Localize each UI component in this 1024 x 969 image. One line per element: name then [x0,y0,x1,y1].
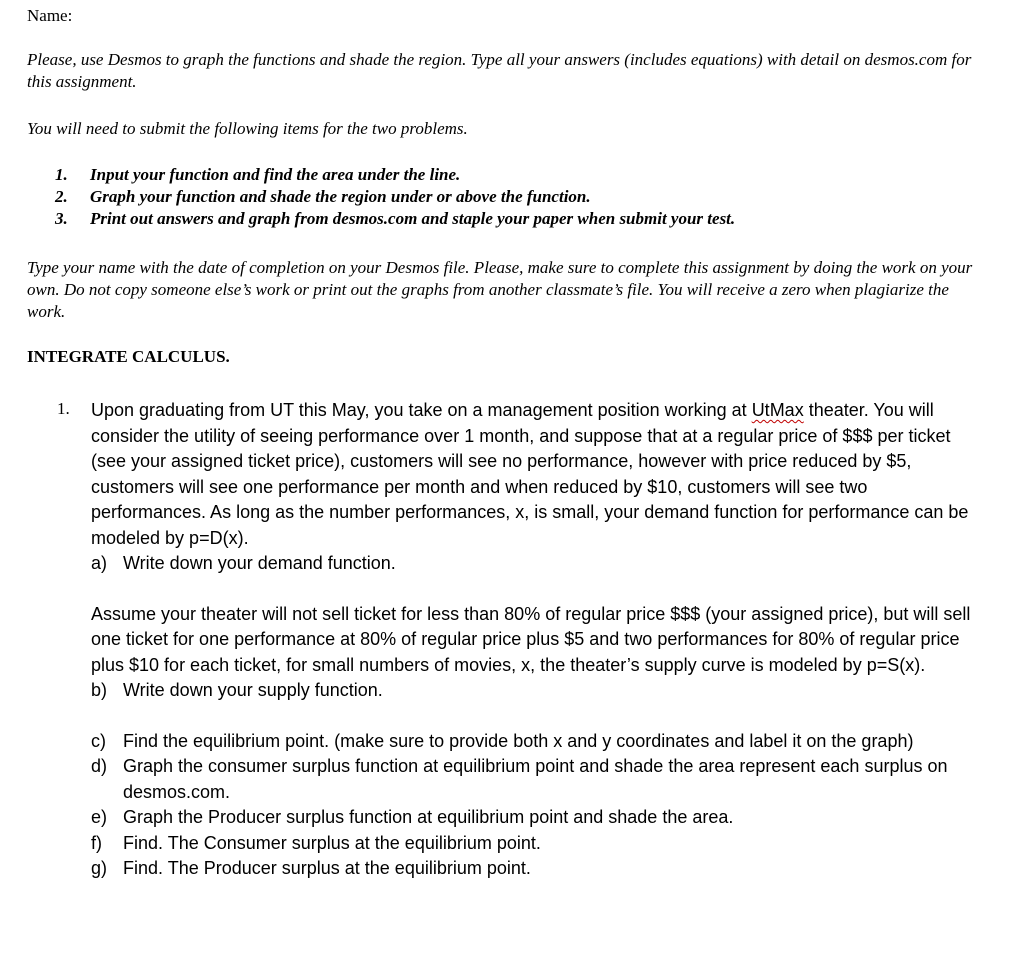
submission-list [55,164,735,230]
part-b [91,678,981,704]
scenario-text-end: theater. You will consider the utility of seeing performance over 1 month, and suppose that at a regular price of $$$ per ticket (see your assigned ticket price), customers will see no performance, however with price reduced by $5, customers will see one performance per month and when reduced by $10, customers will see two performances. As long as the number performances, x, is small, your demand function for performance can be modeled by p=D(x). [91,400,969,548]
problem-scenario [91,398,981,551]
part-c [91,729,981,755]
submission-intro: You will need to submit the following items for the two problems. [27,119,468,138]
scenario-text-start: Upon graduating from UT this May, you take on a management position working at [91,400,752,420]
part-f [91,831,981,857]
part-text: Write down your supply function. [123,680,383,700]
part-label: d) [91,756,108,776]
problem-number: 1. [57,399,70,418]
part-text: Write down your demand function. [123,553,396,573]
part-label: e) [91,807,108,827]
instructions-paragraph: Please, use Desmos to graph the functions and shade the region. Type all your answers (includes equations) with detail on desmos.com for this assignment. [27,50,972,91]
part-text: Find. The Producer surplus at the equilibrium point. [123,858,531,878]
part-a [91,551,981,577]
parts-list [91,729,981,882]
part-d [91,754,981,805]
list-item-text: Graph your function and shade the region under or above the function. [90,187,591,206]
part-text: Graph the consumer surplus function at equilibrium point and shade the area represent each surplus on desmos.com. [123,756,948,802]
list-item-number: 1. [55,165,68,184]
section-title: INTEGRATE CALCULUS. [27,347,230,366]
part-label: c) [91,730,106,751]
part-label: g) [91,858,108,878]
problem-1 [57,398,987,882]
list-item-number: 3. [55,209,68,228]
supply-scenario: Assume your theater will not sell ticket for less than 80% of regular price $$$ (your assigned price), but will sell one ticket for one performance at 80% of regular price plus $5 and two performances for 80% of regular price plus $10 for each ticket, for small numbers of movies, x, the theater’s supply curve is modeled by p=S(x). [91,603,971,675]
list-item [55,164,735,186]
list-item-text: Print out answers and graph from desmos.com and staple your paper when submit your test. [90,209,736,228]
list-item-number: 2. [55,187,68,206]
part-e [91,805,981,831]
name-label: Name: [27,6,73,25]
part-g [91,856,981,882]
part-label: a) [91,553,108,573]
list-item-text: Input your function and find the area under the line. [90,165,461,184]
integrity-paragraph: Type your name with the date of completion on your Desmos file. Please, make sure to complete this assignment by doing the work on your own. Do not copy someone else’s work or print out the graphs from another classmate’s file. You will receive a zero when plagiarize the work. [27,258,973,321]
part-label: b) [91,680,108,700]
part-label: f) [91,832,102,853]
list-item [55,208,735,230]
list-item [55,186,735,208]
problem-body [91,398,981,882]
part-text: Find. The Consumer surplus at the equilibrium point. [123,832,541,853]
spellcheck-flagged-word: UtMax [751,400,804,420]
part-text: Graph the Producer surplus function at equilibrium point and shade the area. [123,807,734,827]
part-text: Find the equilibrium point. (make sure to provide both x and y coordinates and label it on the graph) [123,730,914,751]
